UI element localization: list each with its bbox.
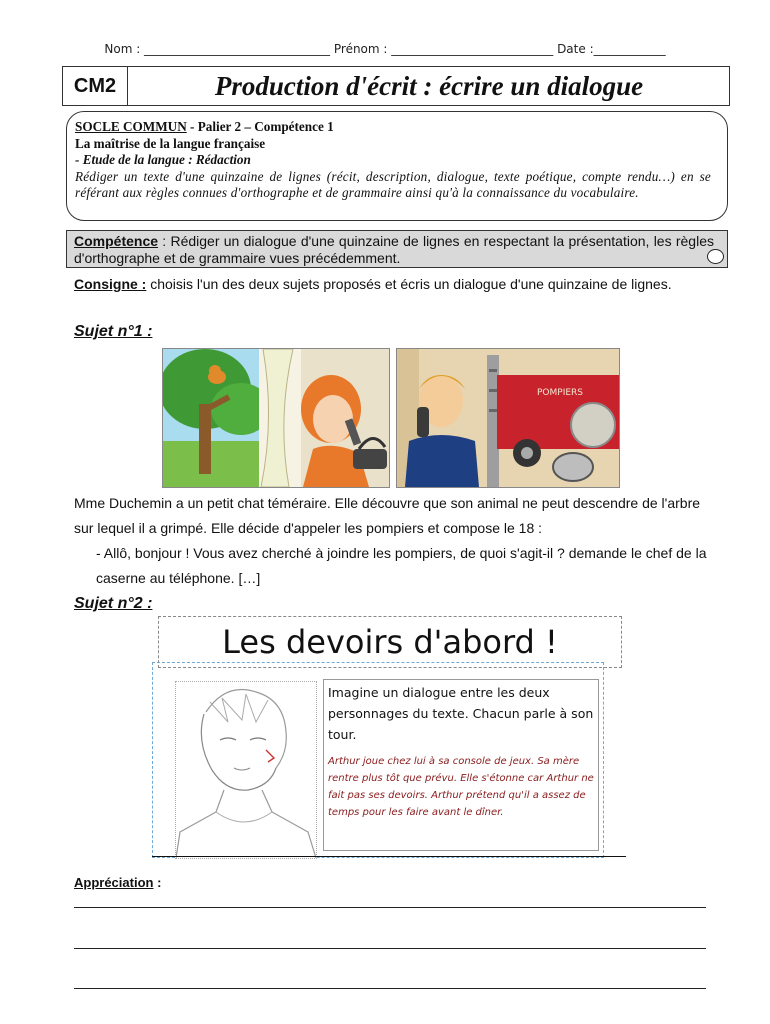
competence-text <box>74 233 714 266</box>
sujet1-story <box>74 491 708 591</box>
sujet2-text-box <box>323 679 599 851</box>
appreciation <box>74 875 161 890</box>
competence-box <box>66 230 728 268</box>
socle-line3: - Etude de la langue : Rédaction <box>75 152 251 167</box>
competence-body: : Rédiger un dialogue d'une quinzaine de lignes en respectant la présentation, les règles d'orthographe et de grammaire vues précédemment. <box>74 233 714 266</box>
sujet2-box-title: Les devoirs d'abord ! <box>158 616 622 668</box>
sujet2-box <box>152 662 604 858</box>
appreciation-line-3 <box>74 988 706 989</box>
sujet1-paragraph2: - Allô, bonjour ! Vous avez cherché à joindre les pompiers, de quoi s'agit-il ? demande le chef de la caserne au téléphone. […] <box>96 545 707 586</box>
truck-label: POMPIERS <box>537 388 584 398</box>
sujet1-title: Sujet n°1 : <box>74 323 153 340</box>
consigne-text: choisis l'un des deux sujets proposés et écris un dialogue d'une quinzaine de lignes. <box>146 276 672 292</box>
sujet2-underline <box>152 856 626 857</box>
socle-palier: - Palier 2 – Compétence 1 <box>186 119 334 134</box>
student-header: Nom : _______________________________ Prénom : ___________________________ Date :____________ <box>104 42 666 56</box>
appreciation-label: Appréciation <box>74 875 154 890</box>
title-box <box>62 66 730 106</box>
socle-content <box>75 119 711 202</box>
sujet1-paragraph1: Mme Duchemin a un petit chat téméraire. Elle découvre que son animal ne peut descendre de l'arbre sur lequel il a grimpé. Elle décide d'appeler les pompiers et compose le 18 : <box>74 495 701 536</box>
socle-line1 <box>75 119 711 136</box>
socle-heading: SOCLE COMMUN <box>75 119 187 134</box>
appreciation-line-2 <box>74 948 706 949</box>
appreciation-colon: : <box>153 875 162 890</box>
firefighter-phone-illustration <box>396 348 620 488</box>
consigne <box>74 276 708 293</box>
woman-phone-cat-illustration <box>162 348 390 488</box>
sujet2-title: Sujet n°2 : <box>74 595 153 612</box>
competence-label: Compétence <box>74 233 159 249</box>
sujet2-instruction: Imagine un dialogue entre les deux personnages du texte. Chacun parle à son tour. <box>328 685 594 742</box>
arthur-sketch-illustration <box>175 681 317 859</box>
evaluation-circle-icon <box>707 249 724 264</box>
grade-label: CM2 <box>63 67 128 105</box>
consigne-label: Consigne : <box>74 276 147 292</box>
socle-description: Rédiger un texte d'une quinzaine de lignes (récit, description, dialogue, texte poétique, compte rendu…) en se référant aux règles connues d'orthographe et de grammaire ainsi qu'à la connaissance du vocabulaire. <box>75 168 711 200</box>
socle-line2: La maîtrise de la langue française <box>75 135 266 151</box>
socle-box <box>66 111 728 221</box>
sujet2-paragraph: Arthur joue chez lui à sa console de jeux. Sa mère rentre plus tôt que prévu. Elle s'étonne car Arthur ne fait pas ses devoirs. Arthur prétend qu'il a assez de temps pour les faire avant le dîner. <box>328 756 594 818</box>
page-title: Production d'écrit : écrire un dialogue <box>214 71 644 101</box>
appreciation-line-1 <box>74 907 706 908</box>
